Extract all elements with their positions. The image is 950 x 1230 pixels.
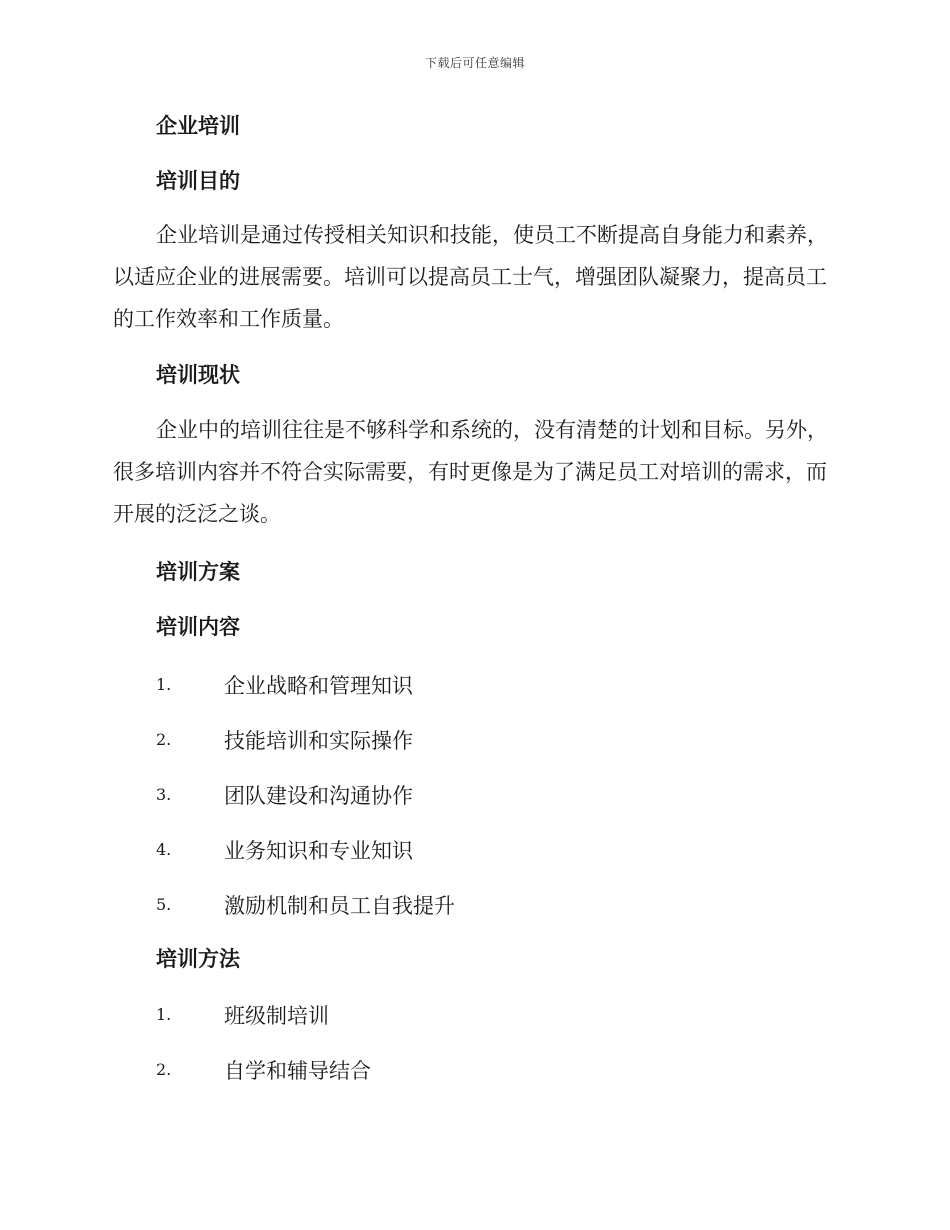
document-title: 企业培训 [156,114,240,138]
list-item [113,767,833,822]
list-number: 5. [156,895,172,914]
list-item [113,1042,833,1097]
list-number: 2. [156,730,172,749]
heading-purpose: 培训目的 [156,169,240,193]
methods-list [113,987,833,1097]
heading-plan: 培训方案 [156,560,240,584]
paragraph-status: 企业中的培训往往是不够科学和系统的，没有清楚的计划和目标。另外，很多培训内容并不符合实际需要，有时更像是为了满足员工对培训的需求，而开展的泛泛之谈。 [113,418,828,526]
list-item [113,987,833,1042]
list-text: 技能培训和实际操作 [224,728,413,753]
list-text: 班级制培训 [224,1003,329,1028]
document-body [113,110,833,1097]
list-number: 4. [156,840,172,859]
list-text: 团队建设和沟通协作 [224,783,413,808]
list-item [113,657,833,712]
list-item [113,877,833,932]
list-text: 自学和辅导结合 [224,1058,371,1083]
header-note: 下载后可任意编辑 [424,56,525,70]
list-number: 1. [156,1005,172,1024]
content-list [113,657,833,932]
list-item [113,822,833,877]
list-text: 企业战略和管理知识 [224,673,413,698]
list-number: 2. [156,1060,172,1079]
heading-methods: 培训方法 [156,947,240,971]
heading-status: 培训现状 [156,363,240,387]
list-number: 3. [156,785,172,804]
list-text: 业务知识和专业知识 [224,838,413,863]
heading-content: 培训内容 [156,615,240,639]
list-number: 1. [156,675,172,694]
list-item [113,712,833,767]
list-text: 激励机制和员工自我提升 [224,893,455,918]
paragraph-purpose: 企业培训是通过传授相关知识和技能，使员工不断提高自身能力和素养，以适应企业的进展需要。培训可以提高员工士气，增强团队凝聚力，提高员工的工作效率和工作质量。 [113,223,828,331]
